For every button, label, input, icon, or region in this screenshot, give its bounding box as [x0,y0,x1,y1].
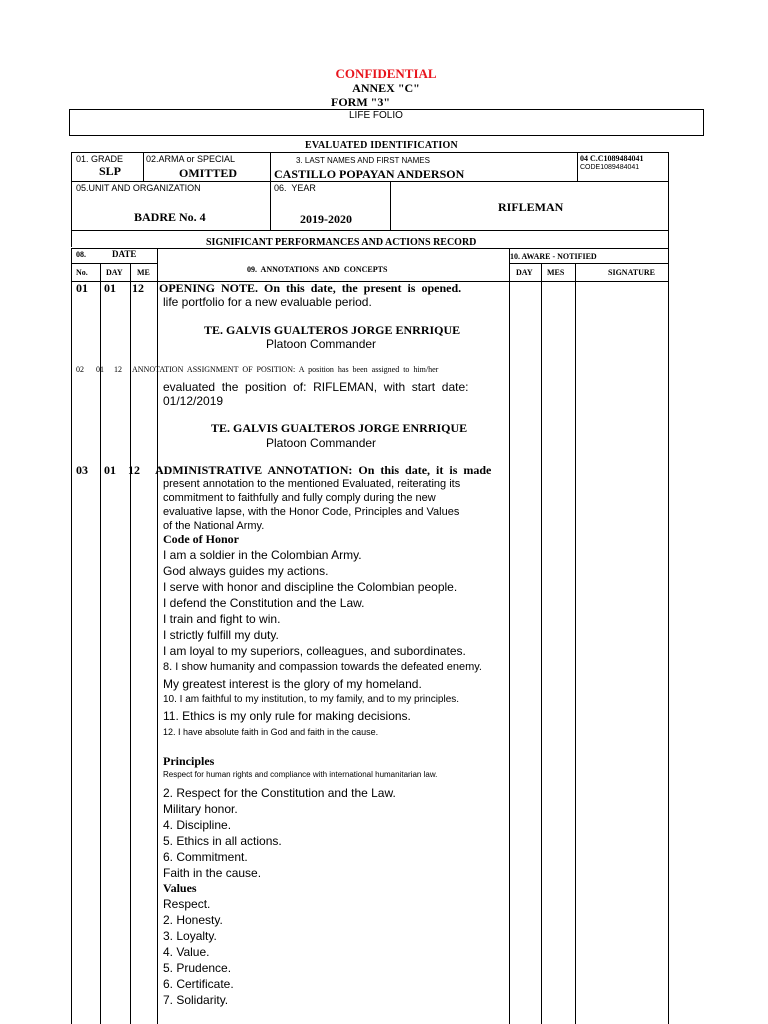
entry3-intro-line: commitment to faithfully and fully comply during the new [163,492,436,504]
value-item: 3. Loyalty. [163,929,217,943]
record-header-top [71,248,668,249]
principle-item: 5. Ethics in all actions. [163,834,282,848]
entry3-intro-line: of the National Army. [163,520,265,532]
code-item: 12. I have absolute faith in God and faith in the cause. [163,727,379,737]
principle-item: Military honor. [163,802,238,816]
entry1-line2: life portfolio for a new evaluable period. [163,295,372,309]
code-item: I serve with honor and discipline the Colombian people. [163,580,458,594]
rec-div-ames [575,263,576,1024]
entry3-intro [163,477,460,533]
entry1-signer: TE. GALVIS GUALTEROS JORGE ENRRIQUE [204,323,461,337]
entry2-line2: evaluated the position of: RIFLEMAN, with start date: [163,380,469,394]
principle-item: 2. Respect for the Constitution and the Law. [163,786,396,800]
confidential-label: CONFIDENTIAL [335,66,437,81]
unit-label: 05.UNIT AND ORGANIZATION [76,183,201,193]
entry2-head: ANNOTATION ASSIGNMENT OF POSITION: A position has been assigned to him/her [132,365,439,374]
arma-label: 02.ARMA or SPECIAL [146,154,236,164]
cc-label: 04 C.C1089484041 [580,154,644,163]
arma-value: OMITTED [179,166,238,180]
entry2-me: 12 [114,365,122,374]
annex-label: ANNEX "C" [352,81,420,95]
value-item: 5. Prudence. [163,961,232,975]
value-item: 2. Honesty. [163,913,223,927]
col-date-label: DATE [112,249,137,259]
entry2-day: 01 [96,365,104,374]
record-title: SIGNIFICANT PERFORMANCES AND ACTIONS RECORD [206,237,477,248]
form-label: FORM "3" [331,95,390,109]
id-bottom-border [71,230,668,231]
rec-div-no [100,263,101,1024]
value-item: 7. Solidarity. [163,993,229,1007]
id-div-arma [270,152,271,230]
value-item: 6. Certificate. [163,977,234,991]
entry1-no: 01 [76,281,88,295]
col-me-label: ME [137,268,150,277]
entry3-me: 12 [128,463,140,477]
year-value: 2019-2020 [300,212,352,226]
principle-item: Respect for human rights and compliance with international humanitarian law. [163,770,438,779]
id-right-border [668,152,669,1024]
principle-item: Faith in the cause. [163,866,262,880]
id-left-border [71,152,72,247]
entry2-no: 02 [76,365,84,374]
entry3-head: ADMINISTRATIVE ANNOTATION: On this date, it is made [155,463,492,477]
life-folio-label: LIFE FOLIO [349,110,403,121]
col-aware-day-label: DAY [516,268,533,277]
id-top-border [71,152,668,153]
entry3-day: 01 [104,463,116,477]
code-item: God always guides my actions. [163,564,329,578]
entry1-me: 12 [132,281,144,295]
code-item: I strictly fulfill my duty. [163,628,279,642]
code-item: My greatest interest is the glory of my homeland. [163,677,422,691]
id-div-cc [577,152,578,181]
principles-title: Principles [163,754,215,768]
code-item: 10. I am faithful to my institution, to my family, and to my principles. [163,694,460,705]
position-value: RIFLEMAN [498,200,564,214]
year-label: 06. YEAR [274,183,316,193]
entry1-day: 01 [104,281,116,295]
grade-value: SLP [99,164,122,178]
entry3-intro-line: present annotation to the mentioned Evaluated, reiterating its [163,478,461,490]
grade-label: 01. GRADE [76,154,124,164]
col-no-label: No. [76,268,88,277]
entry2-role: Platoon Commander [266,436,377,450]
names-value: CASTILLO POPAYAN ANDERSON [274,167,465,181]
code-item: I train and fight to win. [163,612,281,626]
unit-value: BADRE No. 4 [134,210,206,224]
id-div-grade [143,152,144,181]
entry2-signer: TE. GALVIS GUALTEROS JORGE ENRRIQUE [211,421,468,435]
col-signature-label: SIGNATURE [608,268,655,277]
id-div-year [390,181,391,230]
code-item: I defend the Constitution and the Law. [163,596,365,610]
code-item: I am a soldier in the Colombian Army. [163,548,362,562]
cc-code: CODE1089484041 [580,164,640,171]
code-of-honor-title: Code of Honor [163,532,239,546]
code-item: 11. Ethics is my only rule for making decisions. [163,709,411,723]
names-label: 3. LAST NAMES AND FIRST NAMES [296,156,430,165]
entry3-intro-line: evaluative lapse, with the Honor Code, Principles and Values [163,506,460,518]
rec-div-aday [541,263,542,1024]
record-date-sep [71,263,158,264]
principle-item: 6. Commitment. [163,850,248,864]
value-item: 4. Value. [163,945,210,959]
col-aware-mes-label: MES [547,268,565,277]
values-title: Values [163,881,197,895]
code-item: I am loyal to my superiors, colleagues, and subordinates. [163,644,466,658]
entry1-head: OPENING NOTE. On this date, the present is opened. [159,281,462,295]
rec-left-border [71,248,72,1024]
entry3-no: 03 [76,463,88,477]
entry1-role: Platoon Commander [266,337,377,351]
code-item: 8. I show humanity and compassion towards the defeated enemy. [163,661,482,673]
col-08-label: 08. [76,250,86,259]
rec-div-annot [509,248,510,1024]
identification-title: EVALUATED IDENTIFICATION [305,140,458,151]
entry2-line3: 01/12/2019 [163,394,224,408]
col-day-label: DAY [106,268,123,277]
record-aware-sep [509,263,668,264]
rec-div-day [130,263,131,1024]
col-annotations-label: 09. ANNOTATIONS AND CONCEPTS [247,265,388,274]
col-aware-label: 10. AWARE - NOTIFIED [510,252,597,261]
value-item: Respect. [163,897,211,911]
principle-item: 4. Discipline. [163,818,232,832]
